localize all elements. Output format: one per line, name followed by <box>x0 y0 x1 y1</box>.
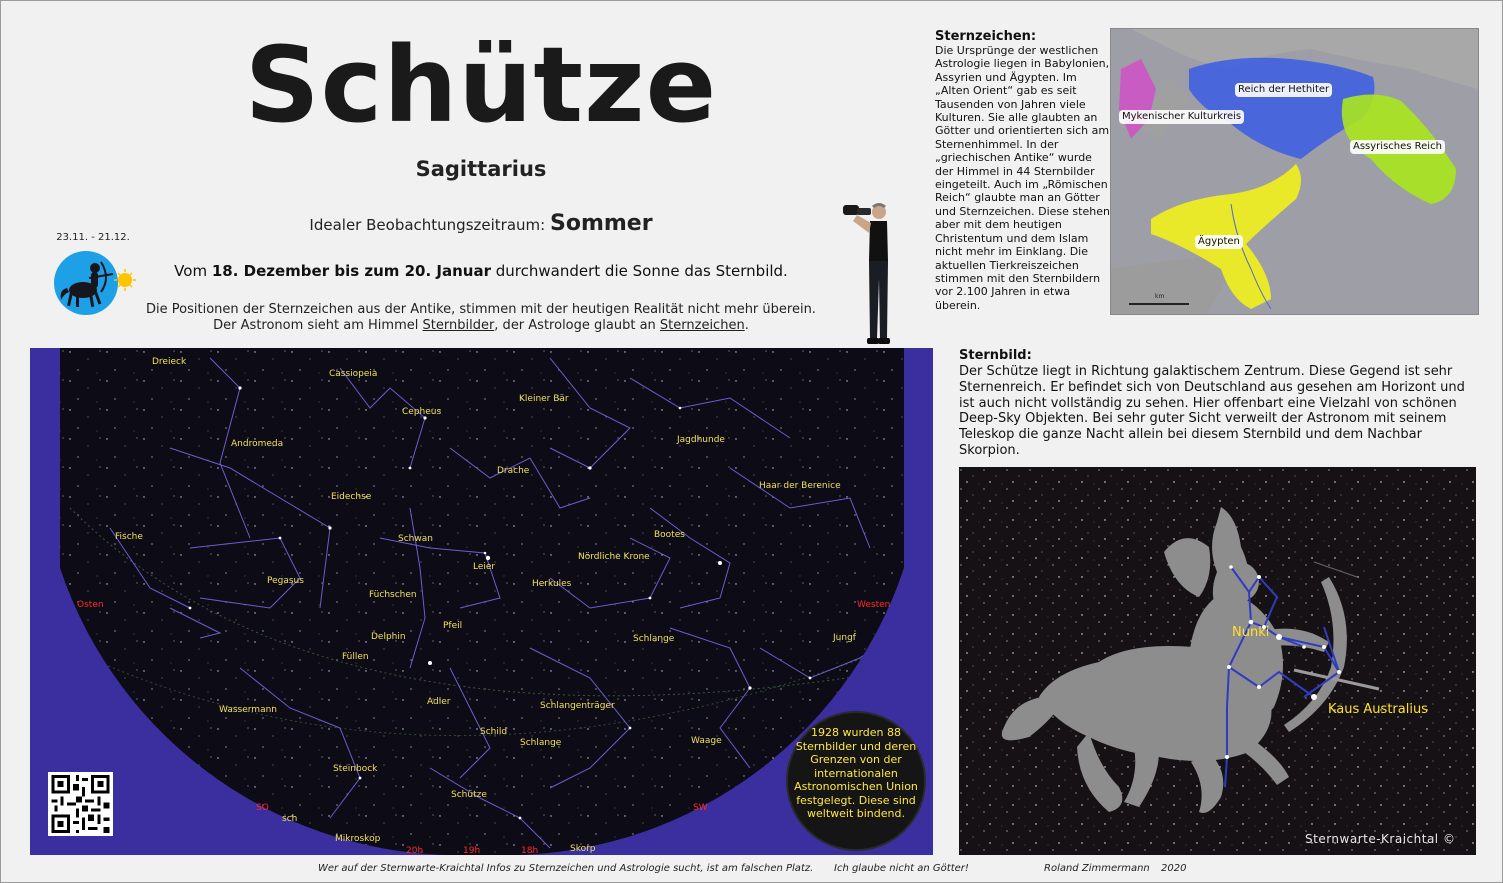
antique-positions-note <box>121 302 841 334</box>
footer-left-note: Wer auf der Sternwarte-Kraichtal Infos zu Sternzeichen und Astrologie sucht, ist am falschen Platz. <box>318 863 814 874</box>
label-reich-der-hethiter: Reich der Hethiter <box>1235 83 1332 97</box>
label-delphin: Delphin <box>371 632 406 642</box>
hour-19h: 19h <box>463 846 481 855</box>
footer-belief-note: Ich glaube nicht an Götter! <box>834 863 969 874</box>
label-mikroskop: Mikroskop <box>335 834 381 844</box>
period-label: Idealer Beobachtungszeitraum: <box>309 216 546 234</box>
zodiac-dates: 23.11. - 21.12. <box>56 232 130 243</box>
iau-info-badge <box>786 711 926 851</box>
sun-path-text <box>121 262 841 280</box>
label-steinbock: Steinbock <box>333 764 378 774</box>
label-skorpion: Skorp <box>570 844 596 854</box>
map-graphic <box>1111 29 1478 314</box>
label-schuetze: Schütze <box>451 790 487 800</box>
label-waage: Waage <box>691 736 722 746</box>
label-jagdhunde: Jagdhunde <box>677 435 725 445</box>
page-subtitle: Sagittarius <box>415 157 547 181</box>
label-drache: Drache <box>497 466 530 476</box>
constellation-graphic <box>959 467 1476 855</box>
label-noerdliche-krone: Nördliche Krone <box>578 552 650 562</box>
label-fische: Fische <box>115 532 143 542</box>
map-scale-label: km <box>1155 293 1165 300</box>
label-schwan: Schwan <box>398 534 433 544</box>
label-eidechse: Eidechse <box>331 492 372 502</box>
label-schild: Schild <box>480 727 508 737</box>
label-sch: sch <box>282 814 298 824</box>
label-schlangentraeger: Schlangenträger <box>540 701 615 711</box>
copyright-sternwarte: Sternwarte-Kraichtal © <box>1305 832 1456 846</box>
sternzeichen-text: Die Ursprünge der westlichen Astrologie liegen in Babylonien, Assyrien und Ägypten. Im „Alten Orient“ gab es seit Tausenden von Jahren viele Kulturen. Sie alle glaubten an Götter und orientierten sich am Sternenhimmel. In der „griechischen Antike“ wurde der Himmel in 44 Sternbilder eingeteilt. Auch im „Römischen Reich“ glaubte man an Götter und Sternzeichen. Diese stehen aber mit dem heutigen Christentum und dem Islam nicht mehr im Einklang. Die aktuellen Tierkreiszeichen stimmen mit den Sternbildern vor 2.100 Jahren in etwa überein. <box>935 44 1110 312</box>
label-herkules: Herkules <box>532 579 572 589</box>
hour-18h: 18h <box>521 846 539 855</box>
label-cepheus: Cepheus <box>402 407 442 417</box>
label-leier: Leier <box>473 562 496 572</box>
label-schlange-north: Schlange <box>633 634 675 644</box>
sternzeichen-link[interactable]: Sternzeichen <box>659 318 745 333</box>
label-jungfrau: Jungf <box>833 633 856 643</box>
sagittarius-constellation-image <box>959 467 1476 855</box>
label-fuellen: Füllen <box>342 652 369 662</box>
sternbild-text: Der Schütze liegt in Richtung galaktischem Zentrum. Diese Gegend ist sehr Sternenreich. Er befindet sich von Deutschland aus gesehen am Horizont und ist auch nicht vollständig zu sehen. Hier offenbart eine Vielzahl von schönen Deep-Sky Objekten. Bei sehr guter Sicht verweilt der Astronom mit seinem Teleskop die ganze Nacht allein bei diesem Sternbild und dem Nachbar Skorpion. <box>959 364 1465 458</box>
label-pfeil: Pfeil <box>443 621 463 631</box>
sternbild-heading: Sternbild: <box>959 348 1032 363</box>
sun-path-dates: 18. Dezember bis zum 20. Januar <box>211 262 491 280</box>
sun-path-suffix: durchwandert die Sonne das Sternbild. <box>495 262 788 280</box>
direction-so: SO <box>256 803 269 813</box>
observation-period <box>231 211 731 236</box>
label-pegasus: Pegasus <box>267 576 304 586</box>
footer-year: 2020 <box>1161 863 1187 874</box>
label-dreieck: Dreieck <box>152 357 187 367</box>
label-fuechschen: Füchschen <box>369 590 417 600</box>
direction-osten: Osten <box>77 600 104 610</box>
sternbilder-link[interactable]: Sternbilder <box>422 318 495 333</box>
note-line-2-part-b: , der Astrologe glaubt an <box>494 318 656 333</box>
note-line-2-part-c: . <box>744 318 749 333</box>
label-mykenischer-kulturkreis: Mykenischer Kulturkreis <box>1119 110 1244 124</box>
sternzeichen-heading: Sternzeichen: <box>935 29 1037 44</box>
page-title: Schütze <box>244 24 718 146</box>
label-adler: Adler <box>427 697 451 707</box>
note-line-2 <box>121 318 841 334</box>
hour-20h: 20h <box>406 846 424 855</box>
iau-note-text: 1928 wurden 88 Sternbilder und deren Grenzen von der internationalen Astronomischen Union festgelegt. Diese sind weltweit bindend. <box>794 726 918 820</box>
label-aegypten: Ägypten <box>1195 235 1243 249</box>
star-label-kaus-australius: Kaus Australius <box>1328 702 1428 717</box>
label-andromeda: Andromeda <box>231 439 284 449</box>
label-haar-der-berenice: Haar der Berenice <box>759 481 841 491</box>
qr-code[interactable] <box>48 772 113 836</box>
note-line-2-part-a: Der Astronom sieht am Himmel <box>213 318 419 333</box>
label-schlange-south: Schlange <box>520 738 562 748</box>
label-kleiner-baer: Kleiner Bär <box>519 394 569 404</box>
direction-westen: Westen <box>857 600 891 610</box>
note-line-1: Die Positionen der Sternzeichen aus der Antike, stimmen mit der heutigen Realität nicht mehr überein. <box>146 302 816 317</box>
label-assyrisches-reich: Assyrisches Reich <box>1350 140 1445 154</box>
direction-sw: SW <box>693 803 708 813</box>
star-label-nunki: Nunki <box>1232 625 1270 640</box>
astronomer-with-binoculars-figure <box>839 199 891 349</box>
sun-path-prefix: Vom <box>174 262 208 280</box>
label-bootes: Bootes <box>654 530 685 540</box>
label-cassiopeia: Cassiopeia <box>329 369 378 379</box>
ancient-orient-map <box>1110 28 1479 315</box>
footer-author: Roland Zimmermann <box>1044 863 1150 874</box>
label-wassermann: Wassermann <box>219 705 277 715</box>
period-value: Sommer <box>549 211 653 236</box>
